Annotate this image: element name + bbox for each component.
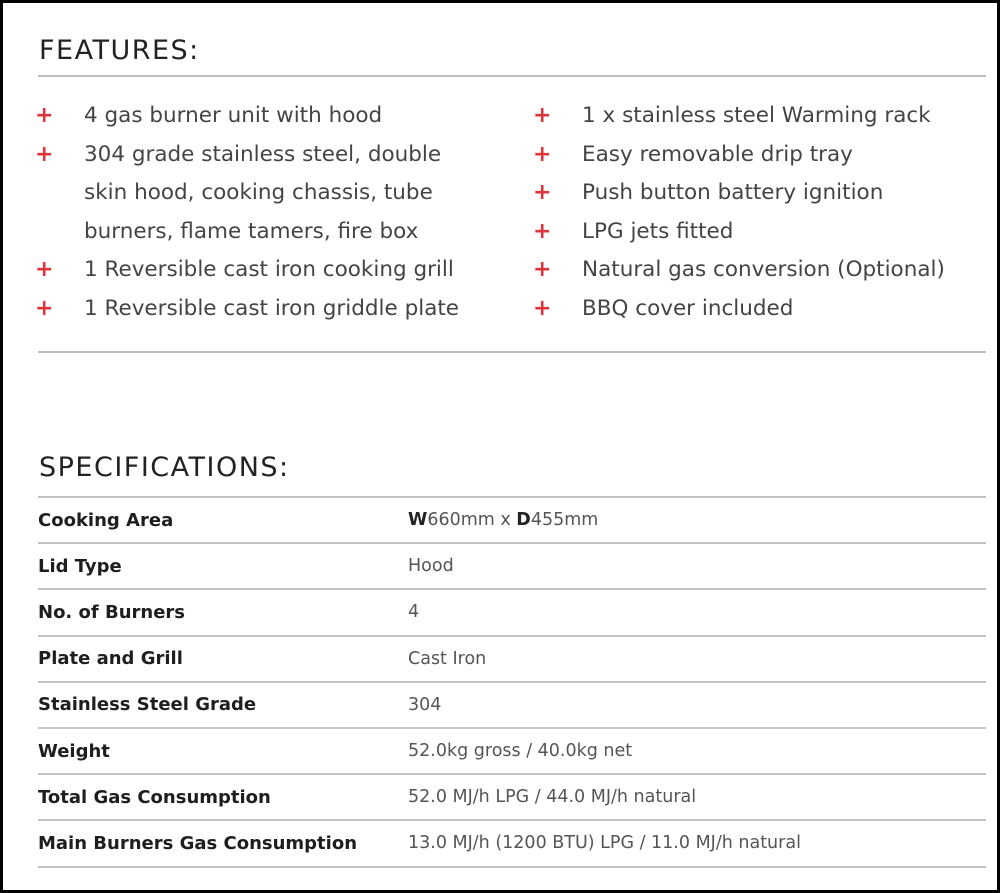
depth-letter: D <box>516 510 531 531</box>
feature-text: burners, flame tamers, fire box <box>84 218 419 244</box>
plus-icon: + <box>35 295 54 321</box>
features-list-right <box>531 97 971 328</box>
table-row <box>38 497 986 543</box>
feature-text: Natural gas conversion (Optional) <box>582 257 945 282</box>
plus-icon: + <box>533 218 552 244</box>
plus-icon: + <box>35 103 54 128</box>
width-letter: W <box>408 510 428 531</box>
feature-item <box>531 136 971 175</box>
feature-text: LPG jets fitted <box>582 218 734 244</box>
features-heading: FEATURES: <box>39 35 200 66</box>
table-row <box>38 682 986 728</box>
table-row <box>38 636 986 682</box>
feature-item <box>33 97 503 136</box>
table-row <box>38 589 986 635</box>
feature-text: Push button battery ignition <box>582 180 884 205</box>
spec-label: Cooking Area <box>38 497 408 543</box>
plus-icon: + <box>35 257 54 282</box>
feature-text: 4 gas burner unit with hood <box>84 103 383 128</box>
features-bottom-divider <box>38 351 986 353</box>
feature-item <box>531 213 971 252</box>
feature-item <box>33 136 503 175</box>
spec-label: No. of Burners <box>38 589 408 635</box>
spec-label: Total Gas Consumption <box>38 774 408 820</box>
spec-value: 304 <box>408 682 986 728</box>
table-row <box>38 728 986 774</box>
plus-icon: + <box>533 141 552 167</box>
feature-text: skin hood, cooking chassis, tube <box>84 180 433 205</box>
feature-item <box>531 174 971 213</box>
feature-text: Easy removable drip tray <box>582 141 853 167</box>
spec-label: Lid Type <box>38 543 408 589</box>
width-value: 660mm x <box>427 510 517 531</box>
spec-label: Plate and Grill <box>38 636 408 682</box>
spec-value: 52.0 MJ/h LPG / 44.0 MJ/h natural <box>408 774 986 820</box>
spec-label: Main Burners Gas Consumption <box>38 820 408 866</box>
feature-text: 1 x stainless steel Warming rack <box>582 103 931 128</box>
feature-item-continuation <box>33 174 503 213</box>
specifications-heading: SPECIFICATIONS: <box>39 452 290 483</box>
table-row <box>38 820 986 866</box>
feature-item <box>33 290 503 329</box>
feature-text: 304 grade stainless steel, double <box>84 141 442 167</box>
spec-value <box>408 497 986 543</box>
plus-icon: + <box>533 295 552 321</box>
feature-item <box>531 97 971 136</box>
spec-value: 4 <box>408 589 986 635</box>
plus-icon: + <box>533 103 552 128</box>
spec-value: Hood <box>408 543 986 589</box>
feature-text: BBQ cover included <box>582 295 794 321</box>
spec-value: 13.0 MJ/h (1200 BTU) LPG / 11.0 MJ/h natural <box>408 820 986 866</box>
spec-value: Cast Iron <box>408 636 986 682</box>
spec-value: 52.0kg gross / 40.0kg net <box>408 728 986 774</box>
specifications-table <box>38 496 986 868</box>
feature-item <box>531 290 971 329</box>
depth-value: 455mm <box>530 510 599 531</box>
spec-label: Stainless Steel Grade <box>38 682 408 728</box>
feature-item-continuation <box>33 213 503 252</box>
table-row <box>38 774 986 820</box>
plus-icon: + <box>533 180 552 205</box>
feature-text: 1 Reversible cast iron cooking grill <box>84 257 454 282</box>
feature-item <box>531 251 971 290</box>
feature-text: 1 Reversible cast iron griddle plate <box>84 295 460 321</box>
table-row <box>38 543 986 589</box>
feature-item <box>33 251 503 290</box>
spec-label: Weight <box>38 728 408 774</box>
plus-icon: + <box>35 141 54 167</box>
features-list-left <box>33 97 503 328</box>
plus-icon: + <box>533 257 552 282</box>
features-top-divider <box>38 75 986 77</box>
